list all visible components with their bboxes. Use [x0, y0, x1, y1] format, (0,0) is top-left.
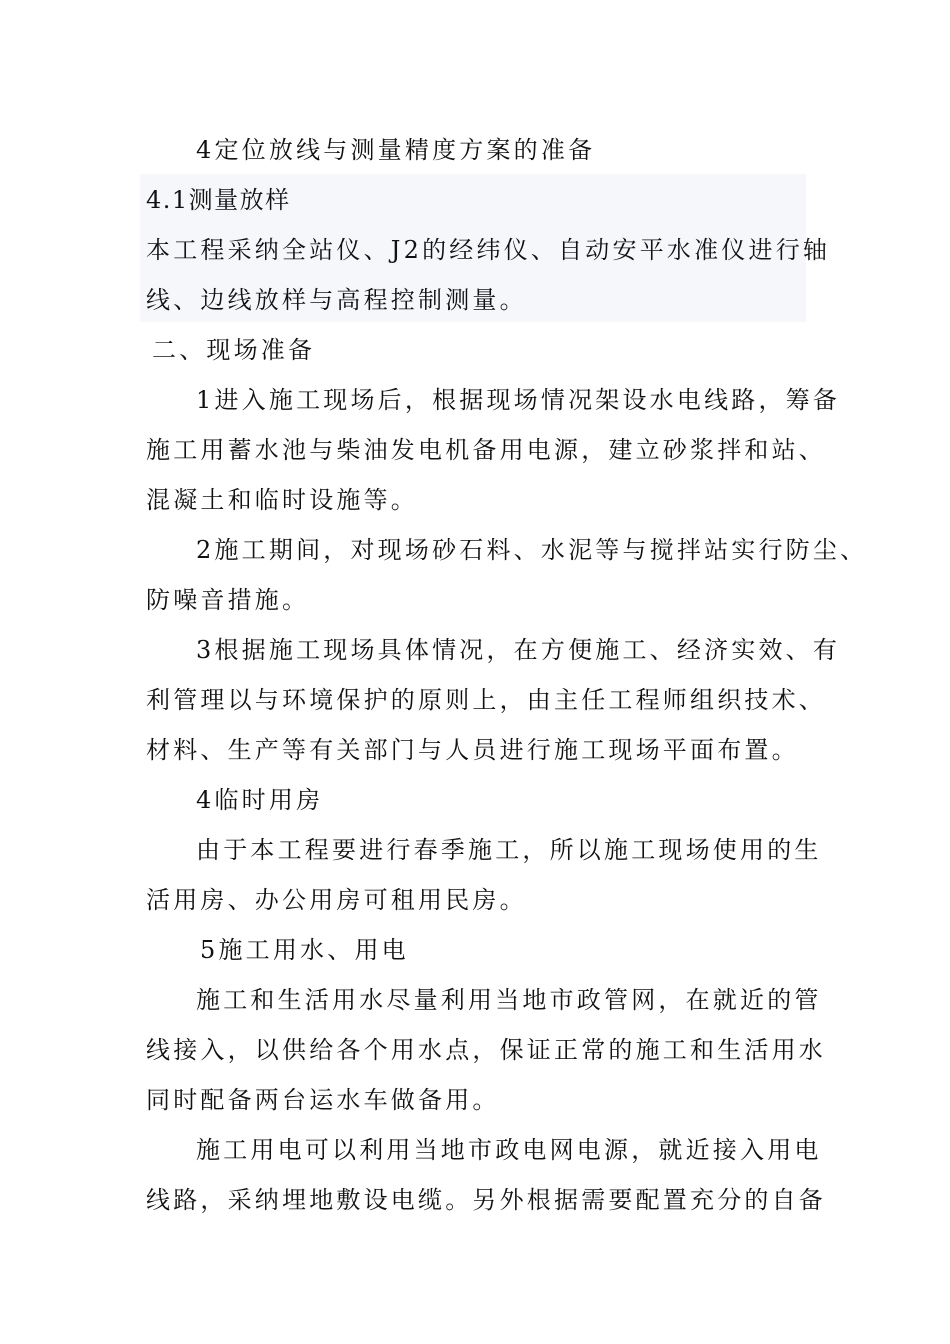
- power-line-2: 线路，采纳埋地敷设电缆。另外根据需要配置充分的自备: [146, 1186, 826, 1214]
- survey-text-line-1: 本工程采纳全站仪、J2的经纬仪、自动安平水准仪进行轴: [146, 236, 831, 264]
- item-3-line-3: 材料、生产等有关部门与人员进行施工现场平面布置。: [146, 736, 799, 764]
- sub-heading: 4.1测量放样: [146, 186, 291, 214]
- water-line-3: 同时配备两台运水车做备用。: [146, 1086, 500, 1114]
- water-line-2: 线接入，以供给各个用水点，保证正常的施工和生活用水: [146, 1036, 826, 1064]
- power-line-1: 施工用电可以利用当地市政电网电源，就近接入用电: [196, 1136, 822, 1164]
- item-2-line-2: 防噪音措施。: [146, 586, 310, 614]
- item-4-line-2: 活用房、办公用房可租用民房。: [146, 886, 527, 914]
- item-1-line-3: 混凝土和临时设施等。: [146, 486, 418, 514]
- survey-text-line-2: 线、边线放样与高程控制测量。: [146, 286, 527, 314]
- item-1-line-2: 施工用蓄水池与柴油发电机备用电源，建立砂浆拌和站、: [146, 436, 826, 464]
- part-heading: 二、现场准备: [152, 336, 316, 364]
- item-4-heading: 4临时用房: [196, 786, 324, 814]
- water-line-1: 施工和生活用水尽量利用当地市政管网，在就近的管: [196, 986, 822, 1014]
- item-3-line-2: 利管理以与环境保护的原则上，由主任工程师组织技术、: [146, 686, 826, 714]
- section-heading: 4定位放线与测量精度方案的准备: [196, 136, 596, 164]
- item-3-line-1: 3根据施工现场具体情况，在方便施工、经济实效、有: [196, 636, 841, 664]
- item-5-heading: 5施工用水、用电: [200, 936, 409, 964]
- item-1-line-1: 1进入施工现场后，根据现场情况架设水电线路，筹备: [196, 386, 841, 414]
- item-2-line-1: 2施工期间，对现场砂石料、水泥等与搅拌站实行防尘、: [196, 536, 868, 564]
- item-4-line-1: 由于本工程要进行春季施工，所以施工现场使用的生: [196, 836, 822, 864]
